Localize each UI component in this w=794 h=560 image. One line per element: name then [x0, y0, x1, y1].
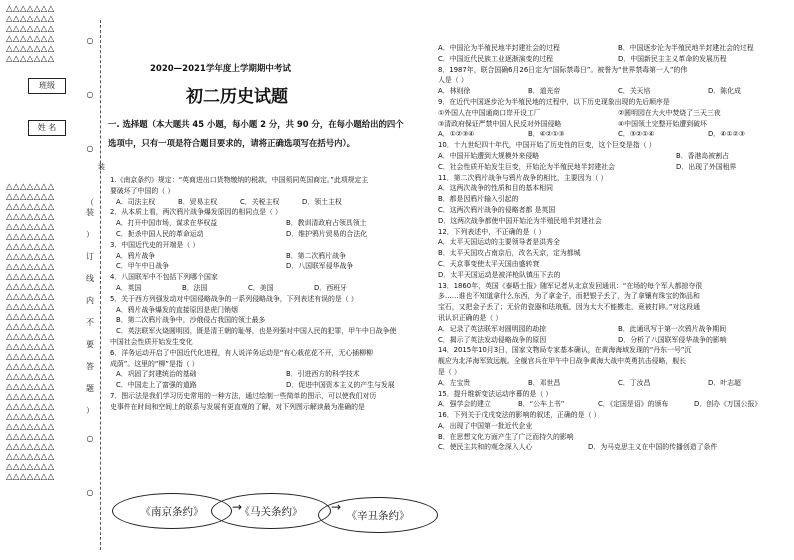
- question-12-option-b[interactable]: B．太平天国攻占南京后，改名天京，定为都城: [438, 249, 581, 258]
- option-c[interactable]: C．美国: [248, 283, 274, 292]
- option-c[interactable]: C．③②①④: [618, 130, 655, 139]
- triangle-row: △△△△△△△: [6, 182, 55, 192]
- option-c[interactable]: C．《定国是诏》的颁布: [598, 400, 669, 409]
- question-13-line4: 讯认识正确的是（ ）: [438, 313, 503, 322]
- triangle-row: △△△△△△△: [6, 362, 55, 372]
- option-d[interactable]: D．领土主权: [302, 197, 342, 206]
- question-3-options-2: [110, 261, 430, 272]
- triangle-row: △△△△△△△: [6, 462, 55, 472]
- question-16: 16．下列关于戊戌变法的影响的叙述，正确的是（ ）: [438, 411, 601, 420]
- question-8-options: [438, 86, 788, 97]
- option-a[interactable]: A．强学会的建立: [438, 400, 491, 409]
- triangle-row: △△△△△△△: [6, 4, 55, 14]
- question-15: 15．提升维新变法运动序幕的是（ ）: [438, 389, 553, 398]
- question-8-line2: 人是（ ）: [438, 76, 468, 85]
- question-16-option-b[interactable]: B．在思想文化方面产生了广泛而持久的影响: [438, 432, 574, 441]
- option-d[interactable]: D．叶志超: [708, 378, 741, 387]
- section-intro-line1: 一. 选择题（本大题共 45 小题，每小题 2 分，共 90 分，在每小题给出的四个: [108, 119, 404, 129]
- question-11-option-a[interactable]: A．这两次战争的性质和目的基本相同: [438, 184, 553, 193]
- option-b[interactable]: B．贸易主权: [178, 197, 218, 206]
- treaty-label: 《南京条约》: [140, 505, 204, 518]
- triangle-row: △△△△△△△: [6, 452, 55, 462]
- triangle-row: △△△△△△△: [6, 252, 55, 262]
- triangle-row: △△△△△△△: [6, 402, 55, 412]
- question-2-options: [110, 218, 430, 229]
- triangle-row: △△△△△△△: [6, 44, 55, 54]
- question-6-options-2: [110, 380, 430, 391]
- name-label: 姓 名: [37, 123, 57, 132]
- name-box[interactable]: [28, 120, 66, 136]
- question-9-items: [438, 108, 788, 119]
- option-c[interactable]: C．扼杀中国人民的革命运动: [116, 229, 204, 238]
- question-5-option-c[interactable]: C．英法联军火烧圆明园，既是清王朝的耻辱，也是列强对中国人民的犯罪，甲午中日战争使: [116, 327, 397, 336]
- binding-text: ）: [86, 230, 94, 239]
- question-13-line1: 13．1860年，英国《泰晤士报》随军记者从北京发回通讯：“在场的每个军人都掠夺很: [438, 281, 703, 290]
- treaty-label: 《辛丑条约》: [346, 509, 410, 522]
- triangle-column-bottom: [6, 182, 55, 482]
- triangle-row: △△△△△△△: [6, 14, 55, 24]
- option-c[interactable]: C．关税主权: [240, 197, 280, 206]
- question-6-line1: 6．洋务运动开启了中国近代化进程，有人说洋务运动是“有心栽花花不开，无心插柳柳: [110, 348, 373, 357]
- option-d[interactable]: D．促进中国资本主义的产生与发展: [286, 381, 395, 390]
- question-10-options: [438, 151, 788, 162]
- option-a[interactable]: A．巩固了封建统治的基础: [116, 370, 197, 379]
- triangle-row: △△△△△△△: [6, 342, 55, 352]
- binding-text: 答: [86, 362, 94, 371]
- question-12: 12．下列表述中，不正确的是（ ）: [438, 227, 546, 236]
- triangle-row: △△△△△△△: [6, 412, 55, 422]
- triangle-row: △△△△△△△: [6, 332, 55, 342]
- question-10-options-2: [438, 162, 788, 173]
- option-d[interactable]: D．中国新民主主义革命的发展历程: [618, 54, 727, 63]
- triangle-row: △△△△△△△: [6, 24, 55, 34]
- triangle-row: △△△△△△△: [6, 382, 55, 392]
- question-12-option-d[interactable]: D．太平天国运动是被洋枪队镇压下去的: [438, 270, 561, 279]
- option-d[interactable]: D．出现了外国租界: [676, 162, 737, 171]
- item-4: ④中国领土完整开始遭到破坏: [618, 119, 707, 128]
- question-13-options: [438, 324, 788, 335]
- binding-text: ）: [86, 406, 94, 415]
- question-7-options: [438, 43, 788, 54]
- question-6-line2: 成荫”。这里的“柳”是指（ ）: [110, 359, 199, 368]
- question-2: 2．从本质上看，两次鸦片战争爆发原因的相同点是（ ）: [110, 208, 282, 217]
- option-d[interactable]: D．为马克思主义在中国的传播创造了条件: [588, 443, 718, 452]
- triangle-row: △△△△△△△: [6, 302, 55, 312]
- option-d[interactable]: D．维护鸦片贸易的合法化: [286, 229, 368, 238]
- triangle-row: △△△△△△△: [6, 202, 55, 212]
- question-2-options-2: [110, 229, 430, 240]
- option-c[interactable]: C．揭示了英法发动侵略战争的原因: [438, 335, 547, 344]
- question-7-line1: 7．图示法是我们学习历史常用的一种方法，通过绘制一些简单的图示，可以使我们对历: [110, 391, 377, 400]
- arrow-icon: →: [331, 500, 342, 514]
- option-c[interactable]: C．社会性质开始发生巨变，开始沦为半殖民地半封建社会: [438, 162, 616, 171]
- right-questions: [438, 43, 788, 453]
- triangle-row: △△△△△△△: [6, 322, 55, 332]
- item-1: ①外国人在中国通商口岸开设工厂: [438, 108, 541, 117]
- treaty-oval-xinchou: [318, 497, 438, 533]
- circle-icon: ○: [86, 434, 94, 443]
- question-13-line3: 宝石，又把金子丢了；无价的瓷器和珐琅瓶，因为太大不能搬走，竟被打碎。”对这段通: [438, 303, 700, 312]
- option-a[interactable]: A．鸦片战争: [116, 251, 156, 260]
- question-7-line2: 史事件在时间和空间上的联系与发展有更直观的了解，对下列图示解读最为准确的是: [110, 402, 365, 411]
- option-c[interactable]: C．丁汝昌: [618, 378, 651, 387]
- binding-text: 题: [86, 384, 94, 393]
- exam-subject-title: 初二历史试题: [186, 87, 288, 107]
- option-c[interactable]: C．甲午中日战争: [116, 262, 170, 271]
- question-7-options-2: [438, 54, 788, 65]
- triangle-row: △△△△△△△: [6, 54, 55, 64]
- question-5-option-b[interactable]: B．第二次鸦片战争中，沙俄侵占我国的领土最多: [116, 316, 266, 325]
- option-d[interactable]: D．陈化成: [708, 87, 741, 96]
- question-12-option-c[interactable]: C．天京事变使太平天国由盛转衰: [438, 259, 540, 268]
- option-b[interactable]: B．引进西方的科学技术: [286, 370, 360, 379]
- triangle-row: △△△△△△△: [6, 292, 55, 302]
- question-15-options: [438, 399, 788, 410]
- circle-icon: ○: [86, 36, 94, 45]
- question-3-options: [110, 251, 430, 262]
- arrow-icon: →: [232, 500, 243, 514]
- question-8-line1: 8．1987年，联合国确6月26日定为“国际禁毒日”。被誉为“世界禁毒第一人”的伟: [438, 65, 688, 74]
- question-1-line1: 1.《南京条约》规定：“英商进出口货物缴纳的税款，中国须同英国商定。”此项规定主: [110, 176, 369, 184]
- treaty-label: 《马关条约》: [239, 505, 303, 518]
- question-3: 3．中国近代史的开端是（ ）: [110, 240, 200, 249]
- triangle-column-top: [6, 4, 55, 64]
- side-char: 装: [98, 163, 105, 171]
- option-c[interactable]: C．中国近代民族工业逐渐演变的过程: [438, 54, 554, 63]
- question-11-option-d[interactable]: D．这两次战争都使中国开始沦为半殖民地半封建社会: [438, 216, 602, 225]
- option-d[interactable]: D．西班牙: [314, 283, 347, 292]
- triangle-row: △△△△△△△: [6, 232, 55, 242]
- left-questions: [110, 175, 430, 413]
- question-1-line2: 要破坏了中国的（ ）: [110, 186, 175, 195]
- option-a[interactable]: A．左宝贵: [438, 378, 471, 387]
- question-16-options-cd: [438, 442, 788, 453]
- question-14-line3: 是（ ）: [438, 367, 461, 376]
- question-6-options: [110, 369, 430, 380]
- binding-text: 装: [86, 208, 94, 217]
- question-5: 5．关于西方列强发动对中国侵略战争的一系列侵略战争，下列表述有误的是（ ）: [110, 294, 358, 303]
- binding-text: （: [86, 198, 94, 207]
- binding-text: 订: [86, 252, 94, 261]
- triangle-row: △△△△△△△: [6, 352, 55, 362]
- triangle-row: △△△△△△△: [6, 192, 55, 202]
- option-a[interactable]: A．中国开始遭到大规模外来侵略: [438, 151, 540, 160]
- question-13-line2: 多……谁也不知道拿什么东西，为了拿金子，而把银子丢了，为了拿镶有珠宝的饰品和: [438, 292, 700, 301]
- binding-line: [100, 20, 101, 550]
- question-16-option-a[interactable]: A．出现了中国第一批近代企业: [438, 421, 533, 430]
- item-3: ③清政府保证严禁中国人民反对外国侵略: [438, 119, 562, 128]
- question-9-options: [438, 129, 788, 140]
- triangle-row: △△△△△△△: [6, 272, 55, 282]
- triangle-row: △△△△△△△: [6, 242, 55, 252]
- question-13-options-2: [438, 335, 788, 346]
- question-11-option-c[interactable]: C．这两次鸦片战争的侵略者都 是英国: [438, 205, 556, 214]
- binding-text: 线: [86, 274, 94, 283]
- question-9-items-2: [438, 119, 788, 130]
- question-10: 10．十九世纪四十年代，中国开始了历史性的巨变，这个巨变是指（ ）: [438, 141, 656, 150]
- option-b[interactable]: B．第二次鸦片战争: [286, 251, 346, 260]
- binding-text: 要: [86, 340, 94, 349]
- question-4: 4．八国联军中不包括下列哪个国家: [110, 273, 218, 282]
- option-c[interactable]: C．使民主共和的观念深入人心: [438, 443, 533, 452]
- option-b[interactable]: B．香港岛被割占: [676, 151, 729, 160]
- option-a[interactable]: A．①②③④: [438, 130, 475, 139]
- triangle-row: △△△△△△△: [6, 312, 55, 322]
- triangle-row: △△△△△△△: [6, 262, 55, 272]
- triangle-row: △△△△△△△: [6, 222, 55, 232]
- circle-icon: ○: [86, 90, 94, 99]
- option-b[interactable]: B．邓世昌: [528, 378, 561, 387]
- circle-icon: ○: [86, 144, 94, 153]
- binding-text: 不: [86, 318, 94, 327]
- class-box[interactable]: [28, 78, 66, 94]
- question-11-option-b[interactable]: B．都是因鸦片输入引起的: [438, 195, 519, 204]
- option-b[interactable]: B．道光帝: [528, 87, 561, 96]
- question-5-option-a[interactable]: A．鸦片战争爆发的直接原因是虎门销烟: [116, 305, 238, 314]
- question-14-options: [438, 378, 788, 389]
- option-d[interactable]: D．④①②③: [708, 130, 745, 139]
- option-a[interactable]: A．林则徐: [438, 87, 471, 96]
- item-2: ②圆明园在大火中焚烧了三天三夜: [618, 108, 721, 117]
- class-label: 班级: [39, 81, 55, 90]
- option-a[interactable]: A．司法主权: [116, 197, 156, 206]
- option-d[interactable]: D．分析了八国联军侵华战争的影响: [618, 335, 727, 344]
- option-a[interactable]: A．打开中国市场，谋求在华权益: [116, 219, 218, 228]
- option-b[interactable]: B．法国: [182, 283, 208, 292]
- option-a[interactable]: A．记录了英法联军对圆明园的劫掠: [438, 324, 547, 333]
- option-b[interactable]: B．教训清政府占领具领土: [286, 219, 367, 228]
- triangle-row: △△△△△△△: [6, 392, 55, 402]
- question-9: 9．在近代中国逐步沦为半殖民地的过程中，以下历史现象出现的先后顺序是: [438, 97, 670, 106]
- option-c[interactable]: C．关天培: [618, 87, 651, 96]
- question-12-option-a[interactable]: A．太平天国运动的主要领导者是洪秀全: [438, 238, 560, 247]
- option-c[interactable]: C．中国走上了富强的道路: [116, 381, 197, 390]
- question-5-option-c-cont: 中国社会性质开始发生变化: [110, 337, 193, 346]
- question-14-line2: 舰应为北洋海军致远舰。全舰官兵在甲午中日战争黄海大战中英勇抗击侵略，舰长: [438, 357, 687, 366]
- option-a[interactable]: A．英国: [116, 283, 142, 292]
- exam-year-title: 2020—2021学年度上学期期中考试: [150, 64, 291, 74]
- option-a[interactable]: A．中国沦为半殖民地半封建社会的过程: [438, 44, 560, 52]
- question-1-options: [110, 197, 430, 208]
- triangle-row: △△△△△△△: [6, 212, 55, 222]
- treaty-oval-maguan: [211, 493, 331, 529]
- triangle-row: △△△△△△△: [6, 422, 55, 432]
- question-11: 11．第二次鸦片战争与鸦片战争的相比，主要因为（ ）: [438, 173, 608, 182]
- section-intro-line2: 选项中，只有一项是符合题目要求的，请将正确选项写在括号内）。: [108, 138, 356, 148]
- option-d[interactable]: D．创办《万国公报》: [694, 400, 762, 409]
- triangle-row: △△△△△△△: [6, 372, 55, 382]
- question-4-options: [110, 283, 430, 294]
- question-14-line1: 14．2015年10月3日，国家文物局专家基本确认，在黄海海域发现的“丹东一号”沉: [438, 346, 692, 355]
- triangle-row: △△△△△△△: [6, 472, 55, 482]
- option-b[interactable]: B．“公车上书”: [518, 400, 565, 409]
- option-d[interactable]: D．八国联军侵华战争: [286, 262, 354, 271]
- binding-text: 内: [86, 296, 94, 305]
- triangle-row: △△△△△△△: [6, 432, 55, 442]
- circle-icon: ○: [86, 488, 94, 497]
- triangle-row: △△△△△△△: [6, 282, 55, 292]
- option-b[interactable]: B．④②①③: [528, 130, 565, 139]
- option-b[interactable]: B．此通讯写于第一次鸦片战争期间: [618, 324, 727, 333]
- binding-column: [84, 36, 96, 498]
- triangle-row: △△△△△△△: [6, 34, 55, 44]
- option-b[interactable]: B．中国逐步沦为半殖民地半封建社会的过程: [618, 44, 754, 52]
- triangle-row: △△△△△△△: [6, 442, 55, 452]
